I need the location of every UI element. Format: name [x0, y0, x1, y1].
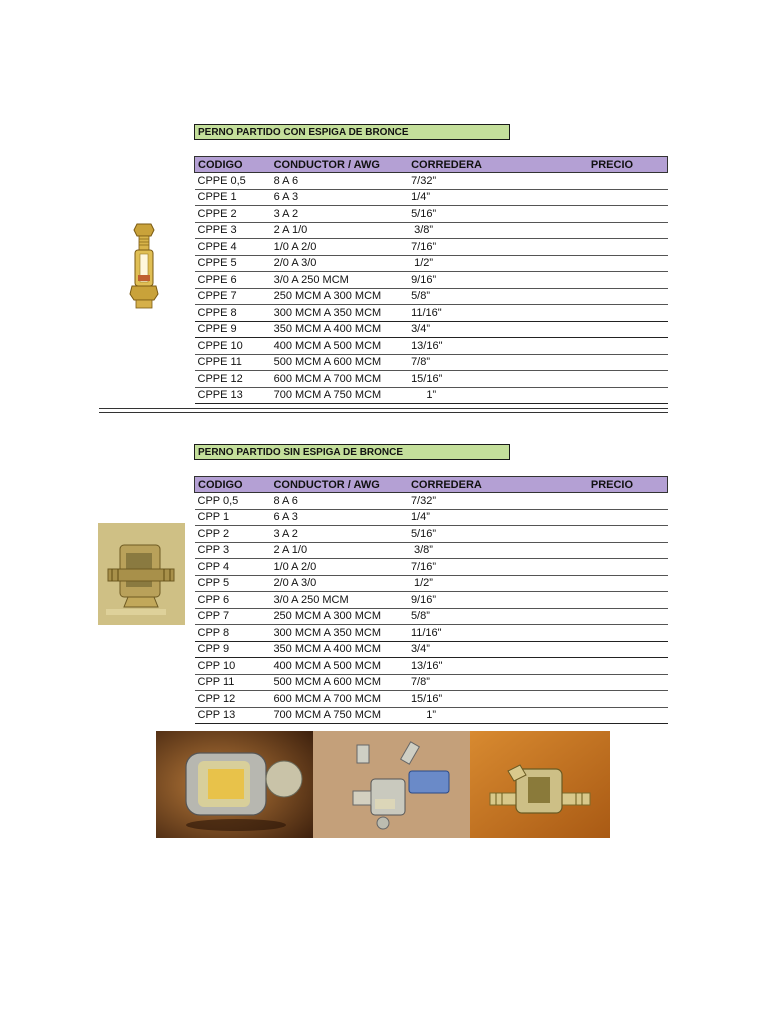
cell-codigo: CPP 9: [195, 641, 271, 658]
product-photo-con-espiga: [124, 220, 164, 312]
cell-corredera: 13/16": [408, 338, 591, 355]
cell-conductor: 1/0 A 2/0: [271, 239, 408, 256]
cell-codigo: CPPE 9: [195, 321, 271, 338]
cell-conductor: 250 MCM A 300 MCM: [271, 288, 408, 305]
col-header-corredera: CORREDERA: [408, 157, 591, 173]
section-title-sin-espiga: PERNO PARTIDO SIN ESPIGA DE BRONCE: [194, 444, 510, 460]
cell-corredera: 9/16”: [408, 592, 591, 609]
cell-corredera: 7/32”: [408, 493, 591, 510]
col-header-codigo: CODIGO: [195, 477, 271, 493]
cell-conductor: 300 MCM A 350 MCM: [270, 625, 408, 642]
cell-corredera: 13/16": [408, 658, 591, 675]
product-photo-sin-espiga: [98, 523, 185, 625]
cell-conductor: 2 A 1/0: [270, 542, 408, 559]
cell-codigo: CPP 5: [195, 575, 271, 592]
cell-precio: [591, 189, 668, 206]
cell-precio: [591, 559, 668, 576]
table-row: [195, 354, 668, 371]
cell-conductor: 3/0 A 250 MCM: [270, 592, 408, 609]
photo-split-bolt-closeup: [156, 731, 313, 838]
cell-conductor: 8 A 6: [270, 493, 408, 510]
table-row: [195, 222, 668, 239]
table-header-row: [195, 157, 668, 173]
cell-corredera: 7/8”: [408, 354, 591, 371]
cell-precio: [591, 338, 668, 355]
cell-codigo: CPPE 4: [195, 239, 271, 256]
table-row: [195, 338, 668, 355]
cell-precio: [591, 173, 668, 190]
cell-codigo: CPP 3: [195, 542, 271, 559]
table-row: [195, 641, 668, 658]
table-row: [195, 305, 668, 322]
cell-codigo: CPP 7: [195, 608, 271, 625]
col-header-corredera: CORREDERA: [408, 477, 591, 493]
cell-corredera: 3/8”: [408, 222, 591, 239]
cell-precio: [591, 691, 668, 708]
cell-precio: [591, 641, 668, 658]
cell-corredera: 15/16”: [408, 371, 591, 388]
cell-corredera: 11/16": [408, 625, 591, 642]
cell-precio: [591, 526, 668, 543]
cell-codigo: CPP 8: [195, 625, 271, 642]
cell-codigo: CPPE 11: [195, 354, 271, 371]
cell-codigo: CPP 6: [195, 592, 271, 609]
cell-corredera: 1”: [408, 387, 591, 404]
col-header-conductor: CONDUCTOR / AWG: [271, 157, 408, 173]
cell-codigo: CPPE 5: [195, 255, 271, 272]
cell-codigo: CPPE 0,5: [195, 173, 271, 190]
cell-corredera: 3/4”: [408, 641, 591, 658]
cell-codigo: CPP 0,5: [195, 493, 271, 510]
cell-codigo: CPP 11: [195, 674, 271, 691]
table-row: [195, 526, 668, 543]
cell-corredera: 5/16”: [408, 526, 591, 543]
cell-conductor: 700 MCM A 750 MCM: [271, 387, 408, 404]
cell-codigo: CPPE 8: [195, 305, 271, 322]
table-row: [195, 255, 668, 272]
table-row: [195, 387, 668, 404]
cell-corredera: 5/8”: [408, 288, 591, 305]
cell-codigo: CPPE 12: [195, 371, 271, 388]
cell-precio: [591, 493, 668, 510]
cell-precio: [591, 321, 668, 338]
cell-conductor: 2/0 A 3/0: [270, 575, 408, 592]
col-header-precio: PRECIO: [591, 477, 668, 493]
cell-corredera: 7/8”: [408, 674, 591, 691]
cell-conductor: 500 MCM A 600 MCM: [271, 354, 408, 371]
cell-conductor: 400 MCM A 500 MCM: [271, 338, 408, 355]
cell-precio: [591, 288, 668, 305]
cell-conductor: 2/0 A 3/0: [271, 255, 408, 272]
cell-codigo: CPP 13: [195, 707, 271, 724]
cell-corredera: 3/8”: [408, 542, 591, 559]
table-row: [195, 691, 668, 708]
cell-corredera: 7/16”: [408, 239, 591, 256]
cell-corredera: 11/16": [408, 305, 591, 322]
cell-codigo: CPPE 13: [195, 387, 271, 404]
cell-conductor: 400 MCM A 500 MCM: [270, 658, 408, 675]
cell-codigo: CPPE 7: [195, 288, 271, 305]
cell-conductor: 600 MCM A 700 MCM: [271, 371, 408, 388]
table-row: [195, 625, 668, 642]
cell-codigo: CPPE 1: [195, 189, 271, 206]
cell-precio: [591, 305, 668, 322]
table-row: [195, 189, 668, 206]
cell-corredera: 1”: [408, 707, 591, 724]
cell-conductor: 8 A 6: [271, 173, 408, 190]
cell-precio: [591, 542, 668, 559]
cell-precio: [591, 387, 668, 404]
cell-codigo: CPPE 2: [195, 206, 271, 223]
cell-precio: [591, 625, 668, 642]
col-header-precio: PRECIO: [591, 157, 668, 173]
price-table-con-espiga: [194, 156, 668, 404]
table-row: [195, 559, 668, 576]
table-header-row: [195, 477, 668, 493]
table-body-sin-espiga: [195, 493, 668, 724]
cell-corredera: 15/16”: [408, 691, 591, 708]
cell-corredera: 1/4”: [408, 189, 591, 206]
cell-conductor: 500 MCM A 600 MCM: [270, 674, 408, 691]
cell-corredera: 5/16”: [408, 206, 591, 223]
cell-precio: [591, 608, 668, 625]
photo-split-bolt-horizontal: [470, 731, 610, 838]
cell-codigo: CPPE 3: [195, 222, 271, 239]
cell-corredera: 7/16”: [408, 559, 591, 576]
cell-corredera: 3/4”: [408, 321, 591, 338]
cell-conductor: 600 MCM A 700 MCM: [270, 691, 408, 708]
cell-precio: [591, 272, 668, 289]
cell-corredera: 1/2”: [408, 575, 591, 592]
cell-codigo: CPP 2: [195, 526, 271, 543]
cell-precio: [591, 206, 668, 223]
cell-precio: [591, 575, 668, 592]
cell-precio: [591, 658, 668, 675]
cell-codigo: CPPE 10: [195, 338, 271, 355]
table-row: [195, 239, 668, 256]
cell-precio: [591, 592, 668, 609]
cell-codigo: CPP 12: [195, 691, 271, 708]
cell-precio: [591, 674, 668, 691]
cell-conductor: 350 MCM A 400 MCM: [271, 321, 408, 338]
table-row: [195, 542, 668, 559]
table-row: [195, 173, 668, 190]
table-row: [195, 371, 668, 388]
col-header-codigo: CODIGO: [195, 157, 271, 173]
table-row: [195, 493, 668, 510]
table-row: [195, 674, 668, 691]
table-row: [195, 575, 668, 592]
table-row: [195, 206, 668, 223]
cell-conductor: 300 MCM A 350 MCM: [271, 305, 408, 322]
cell-conductor: 1/0 A 2/0: [270, 559, 408, 576]
cell-conductor: 6 A 3: [270, 509, 408, 526]
cell-precio: [591, 354, 668, 371]
photo-assorted-bolts: [313, 731, 470, 838]
table-row: [195, 272, 668, 289]
cell-codigo: CPP 10: [195, 658, 271, 675]
table-body-con-espiga: [195, 173, 668, 404]
cell-precio: [591, 509, 668, 526]
table-row: [195, 592, 668, 609]
table-row: [195, 321, 668, 338]
cell-conductor: 700 MCM A 750 MCM: [270, 707, 408, 724]
cell-conductor: 3/0 A 250 MCM: [271, 272, 408, 289]
table-row: [195, 608, 668, 625]
cell-conductor: 2 A 1/0: [271, 222, 408, 239]
cell-corredera: 9/16”: [408, 272, 591, 289]
cell-corredera: 1/4”: [408, 509, 591, 526]
cell-corredera: 7/32”: [408, 173, 591, 190]
cell-conductor: 250 MCM A 300 MCM: [270, 608, 408, 625]
cell-precio: [591, 371, 668, 388]
cell-conductor: 6 A 3: [271, 189, 408, 206]
cell-conductor: 350 MCM A 400 MCM: [270, 641, 408, 658]
cell-conductor: 3 A 2: [270, 526, 408, 543]
table-row: [195, 707, 668, 724]
cell-codigo: CPP 4: [195, 559, 271, 576]
section-divider: [99, 408, 668, 413]
cell-precio: [591, 707, 668, 724]
cell-codigo: CPPE 6: [195, 272, 271, 289]
table-row: [195, 658, 668, 675]
table-row: [195, 509, 668, 526]
cell-corredera: 5/8”: [408, 608, 591, 625]
section-title-con-espiga: PERNO PARTIDO CON ESPIGA DE BRONCE: [194, 124, 510, 140]
col-header-conductor: CONDUCTOR / AWG: [270, 477, 408, 493]
cell-conductor: 3 A 2: [271, 206, 408, 223]
cell-precio: [591, 222, 668, 239]
table-row: [195, 288, 668, 305]
price-table-sin-espiga: [194, 476, 668, 724]
cell-precio: [591, 239, 668, 256]
cell-precio: [591, 255, 668, 272]
cell-codigo: CPP 1: [195, 509, 271, 526]
cell-corredera: 1/2”: [408, 255, 591, 272]
